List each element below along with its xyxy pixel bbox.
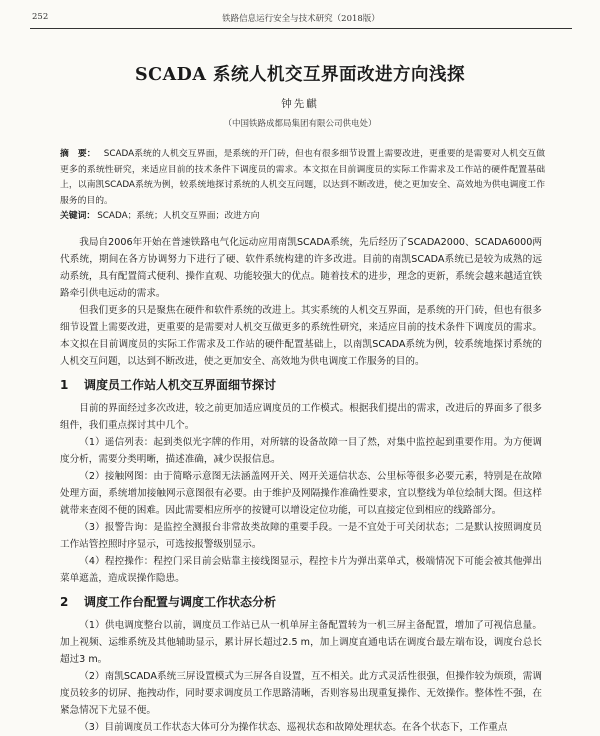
keywords <box>60 209 545 225</box>
intro-paragraph-2: 但我们更多的只是聚焦在硬件和软件系统的改进上。其实系统的人机交互界面，是系统的开门砖，但也有很多细节设置上需要改进，更重要的是需要对人机交互做更多的系统性研究，来适应目前的技术条件下调度员的需求。本文拟在目前调度员的实际工作需求及工作站的硬件配置基础上，以南凯SCADA系统为例，较系统地探讨系统的人机交互问题，以达到不断改进，使之更加安全、高效地为供电调度工作服务的目的。 <box>60 305 542 367</box>
author: 钟先麒 <box>281 98 319 110</box>
section-2-paragraph: （1）供电调度整台以前，调度员工作站已从一机单屏主备配置转为一机三屏主备配置，增加了可视信息量。加上视频、运维系统及其他辅助显示，累计屏长超过2.5 m，加上调度直通电话在调度台最左端布设，调度台总长超过3 m。 <box>60 620 542 665</box>
article-title: SCADA 系统人机交互界面改进方向浅探 <box>135 65 465 85</box>
section-1-paragraph: 目前的界面经过多次改进，较之前更加适应调度员的工作模式。根据我们提出的需求，改进后的界面多了很多组件，我们重点探讨其中几个。 <box>60 403 542 431</box>
abstract-block <box>60 147 545 225</box>
section-1-paragraph: （4）程控操作：程控门采目前会贴靠主接线图显示，程控卡片为弹出菜单式，极端情况下可能会被其他弹出菜单遮盖，造成误操作隐患。 <box>60 556 542 584</box>
abstract-label: 摘 要： <box>60 149 96 159</box>
section-1-paragraph: （1）遥信列表：起到类似光字牌的作用，对所辖的设备故障一目了然，对集中监控起到重要作用。为方便调度分析，需要分类明晰，描述准确，减少误报信息。 <box>60 437 542 465</box>
article-body <box>60 234 542 736</box>
section-2-paragraph: （3）目前调度员工作状态大体可分为操作状态、巡视状态和故障处理状态。在各个状态下，工作重点 <box>79 722 508 733</box>
section-1-heading <box>60 377 542 394</box>
intro-paragraph-1: 我局自2006年开始在普速铁路电气化远动应用南凯SCADA系统，先后经历了SCADA2000、SCADA6000两代系统，期间在各方协调努力下进行了硬、软件系统构建的许多改进。目前的南凯SCADA系统已是较为成熟的远动系统，具有配置简式便利、操作直观、功能较强大的优点。随着技术的进步，理念的更新，系统会越来越适宜铁路牵引供电远动的需求。 <box>60 237 542 299</box>
running-header <box>30 10 572 29</box>
abstract-text: SCADA系统的人机交互界面，是系统的开门砖，但也有很多细节设置上需要改进，更重要的是需要对人机交互做更多的系统性研究，来适应目前的技术条件下调度员的需求。本文拟在目前调度员的实际工作需求及工作站的硬件配置基础上，以南凯SCADA系统为例，较系统地探讨系统的人机交互问题，以达到不断改进，使之更加安全、高效地为供电调度工作服务的目的。 <box>60 149 545 206</box>
section-1-paragraph: （3）报警告询：是监控全测报台非常故类故障的重要手段。一是不宜处于可关闭状态；二是默认按照调度员工作站管控照时序显示，可选按报警级别显示。 <box>60 522 542 550</box>
section-1-title: 调度员工作站人机交互界面细节探讨 <box>84 378 277 392</box>
keywords-text: SCADA；系统；人机交互界面；改进方向 <box>97 211 260 221</box>
keywords-label: 关键词： <box>60 211 96 221</box>
section-2-heading <box>60 594 542 611</box>
section-1-number: 1 <box>60 378 69 392</box>
page-number: 252 <box>32 12 49 22</box>
section-2-title: 调度工作台配置与调度工作状态分析 <box>84 595 277 609</box>
abstract <box>60 147 545 209</box>
section-1-paragraph: （2）接触网图：由于简略示意图无法涵盖网开关、网开关遥信状态、公里标等很多必要元素，特别是在故障处理方面，系统增加接触网示意图很有必要。由于维护及网隔操作准确性要求，宜以整线为单位绘制大图。但这样就带来查阅不便的困难。因此需要相应所亭的按键可以增设定位功能，可以直接定位到相应的线路部分。 <box>60 471 542 516</box>
affiliation: （中国铁路成都局集团有限公司供电处） <box>223 119 377 129</box>
journal-title: 铁路信息运行安全与技术研究（2018版） <box>222 14 380 24</box>
section-2-number: 2 <box>60 595 69 609</box>
section-2-paragraph: （2）南凯SCADA系统三屏设置模式为三屏各自设置，互不相关。此方式灵活性很强，但操作较为烦琐，需调度员较多的切屏、拖拽动作，同时要求调度员工作思路清晰，否则容易出现重复操作、无效操作。整体性不强，在紧急情况下尤显不便。 <box>60 671 542 716</box>
